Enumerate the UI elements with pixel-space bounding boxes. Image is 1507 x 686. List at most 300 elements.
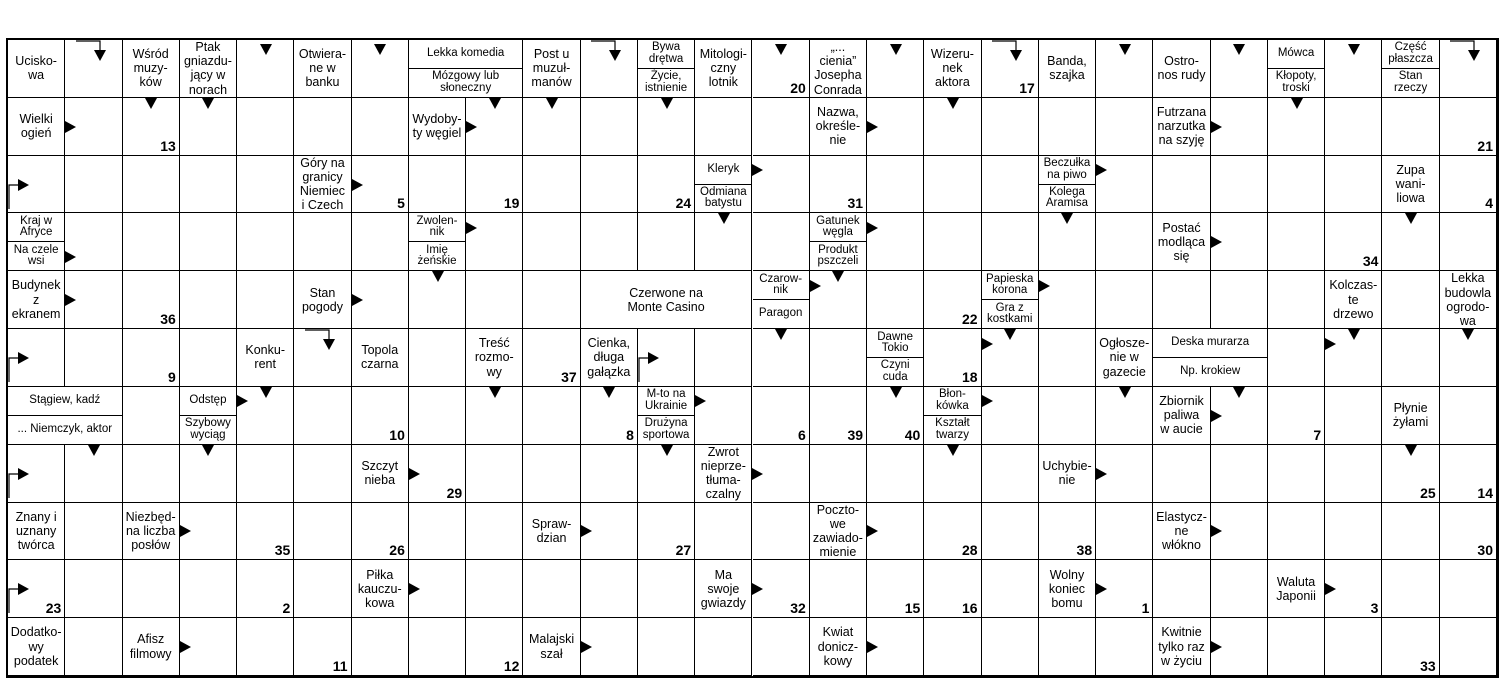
clue-cell [180, 387, 237, 445]
answer-cell[interactable] [1153, 271, 1210, 329]
answer-cell[interactable] [1325, 98, 1382, 156]
answer-cell[interactable] [352, 503, 409, 561]
clue-cell [810, 40, 867, 98]
clue-text: Np. krokiew [1153, 357, 1267, 386]
answer-cell[interactable] [1039, 329, 1096, 387]
answer-cell[interactable] [638, 445, 695, 503]
answer-cell[interactable] [1440, 329, 1497, 387]
clue-cell [409, 98, 466, 156]
answer-cell[interactable] [753, 213, 810, 271]
clue-cell [123, 503, 180, 561]
answer-cell[interactable] [352, 213, 409, 271]
answer-cell[interactable] [638, 503, 695, 561]
answer-cell[interactable] [638, 98, 695, 156]
answer-cell[interactable] [1382, 271, 1439, 329]
clue-cell [924, 40, 981, 98]
solution-number: 34 [1362, 253, 1379, 270]
answer-cell[interactable] [810, 445, 867, 503]
answer-cell[interactable] [1325, 445, 1382, 503]
clue-cell [695, 445, 752, 503]
answer-cell[interactable] [1325, 213, 1382, 271]
answer-cell[interactable] [123, 445, 180, 503]
clue-text: Gra z kostkami [982, 299, 1038, 328]
answer-cell[interactable] [982, 445, 1039, 503]
answer-cell[interactable] [523, 213, 580, 271]
answer-cell[interactable] [982, 40, 1039, 98]
arrow-right-icon [695, 395, 706, 407]
answer-cell[interactable] [294, 503, 351, 561]
clue-text: Wśród muzy- ków [132, 47, 169, 90]
solution-number: 5 [397, 195, 405, 212]
answer-cell[interactable] [523, 560, 580, 618]
answer-cell[interactable] [294, 618, 351, 676]
clue-text: Banda, szajka [1047, 54, 1087, 83]
answer-cell[interactable] [1268, 213, 1325, 271]
answer-cell[interactable] [237, 156, 294, 214]
answer-cell[interactable] [65, 560, 122, 618]
bent-arrow-down-icon [589, 40, 629, 64]
answer-cell[interactable] [466, 618, 523, 676]
answer-cell[interactable] [753, 503, 810, 561]
solution-number: 1 [1141, 600, 1150, 617]
answer-cell[interactable] [237, 213, 294, 271]
clue-text: Czerwone na Monte Casino [627, 285, 705, 314]
answer-cell[interactable] [810, 156, 867, 214]
answer-cell[interactable] [65, 40, 122, 98]
arrow-right-icon [810, 280, 821, 292]
clue-text: Afisz filmowy [129, 632, 172, 661]
answer-cell[interactable] [1096, 618, 1153, 676]
answer-cell[interactable] [867, 387, 924, 445]
answer-cell[interactable] [523, 387, 580, 445]
answer-cell[interactable] [982, 503, 1039, 561]
answer-cell[interactable] [581, 445, 638, 503]
answer-cell[interactable] [180, 560, 237, 618]
arrow-down-icon [1348, 329, 1360, 340]
solution-number: 29 [446, 484, 463, 501]
answer-cell[interactable] [982, 156, 1039, 214]
answer-cell[interactable] [409, 387, 466, 445]
answer-cell[interactable] [1325, 503, 1382, 561]
answer-cell[interactable] [638, 560, 695, 618]
answer-cell[interactable] [753, 98, 810, 156]
answer-cell[interactable] [1153, 560, 1210, 618]
answer-cell[interactable] [867, 560, 924, 618]
clue-text: Błon- kówka [936, 388, 969, 412]
answer-cell[interactable] [924, 445, 981, 503]
answer-cell[interactable] [1096, 98, 1153, 156]
answer-cell[interactable] [1211, 156, 1268, 214]
answer-cell[interactable] [8, 445, 65, 503]
answer-cell[interactable] [753, 40, 810, 98]
answer-cell[interactable] [123, 271, 180, 329]
answer-cell[interactable] [294, 213, 351, 271]
clue-text: Czarow- nik [759, 272, 803, 297]
clue-cell [523, 503, 580, 561]
answer-cell[interactable] [1039, 387, 1096, 445]
clue-cell [8, 98, 65, 156]
answer-cell[interactable] [982, 618, 1039, 676]
answer-cell[interactable] [1382, 503, 1439, 561]
clue-text: Deska murarza [1171, 336, 1250, 349]
clue-cell [581, 271, 753, 329]
answer-cell[interactable] [753, 387, 810, 445]
answer-cell[interactable] [581, 156, 638, 214]
arrow-right-icon [581, 641, 592, 653]
answer-cell[interactable] [65, 503, 122, 561]
clue-text: Spraw- dzian [531, 516, 572, 545]
solution-number: 32 [790, 600, 806, 617]
arrow-right-icon [1096, 164, 1107, 176]
answer-cell[interactable] [1382, 445, 1439, 503]
clue-cell [352, 560, 409, 618]
answer-cell[interactable] [409, 503, 466, 561]
answer-cell[interactable] [581, 560, 638, 618]
answer-cell[interactable] [237, 271, 294, 329]
arrow-right-icon [1325, 583, 1336, 595]
answer-cell[interactable] [466, 560, 523, 618]
bent-arrow-down-icon [303, 329, 343, 353]
answer-cell[interactable] [1382, 98, 1439, 156]
answer-cell[interactable] [237, 98, 294, 156]
clue-text: Futrzana narzutka na szyję [1156, 105, 1207, 148]
clue-cell [1382, 156, 1439, 214]
clue-text: Lekka komedia [426, 47, 505, 60]
answer-cell[interactable] [924, 618, 981, 676]
arrow-right-icon [237, 395, 248, 407]
answer-cell[interactable] [1268, 387, 1325, 445]
answer-cell[interactable] [123, 387, 180, 445]
answer-cell[interactable] [581, 213, 638, 271]
answer-cell[interactable] [867, 156, 924, 214]
clue-cell [1039, 445, 1096, 503]
answer-cell[interactable] [924, 156, 981, 214]
answer-cell[interactable] [867, 40, 924, 98]
clue-cell [294, 271, 351, 329]
arrow-right-icon [352, 294, 363, 306]
answer-cell[interactable] [810, 560, 867, 618]
clue-cell [1268, 40, 1325, 98]
arrow-down-icon [260, 44, 272, 55]
clue-text: Zwolen- nik [416, 214, 458, 239]
answer-cell[interactable] [695, 329, 752, 387]
arrow-down-icon [260, 387, 272, 398]
answer-cell[interactable] [523, 271, 580, 329]
answer-cell[interactable] [180, 445, 237, 503]
answer-cell[interactable] [982, 98, 1039, 156]
clue-text: Cienka, długa gałązka [587, 336, 631, 379]
answer-cell[interactable] [1096, 387, 1153, 445]
clue-text: Stągiew, kadź [29, 394, 101, 407]
answer-cell[interactable] [294, 445, 351, 503]
answer-cell[interactable] [1440, 98, 1497, 156]
answer-cell[interactable] [8, 329, 65, 387]
answer-cell[interactable] [466, 445, 523, 503]
clue-text: Szczyt nieba [361, 459, 399, 488]
answer-cell[interactable] [123, 156, 180, 214]
answer-cell[interactable] [1039, 618, 1096, 676]
answer-cell[interactable] [523, 445, 580, 503]
answer-cell[interactable] [1096, 40, 1153, 98]
bent-arrow-right-icon [8, 344, 34, 384]
arrow-down-icon [1348, 44, 1360, 55]
answer-cell[interactable] [1153, 445, 1210, 503]
answer-cell[interactable] [237, 503, 294, 561]
answer-cell[interactable] [638, 618, 695, 676]
solution-number: 12 [503, 657, 520, 674]
solution-number: 38 [1076, 542, 1093, 559]
answer-cell[interactable] [1325, 156, 1382, 214]
answer-cell[interactable] [638, 156, 695, 214]
answer-cell[interactable] [1153, 156, 1210, 214]
clue-cell [1153, 329, 1268, 387]
answer-cell[interactable] [1440, 213, 1497, 271]
answer-cell[interactable] [352, 618, 409, 676]
clue-text: Elastycz- ne włókno [1156, 509, 1207, 552]
answer-cell[interactable] [581, 387, 638, 445]
answer-cell[interactable] [695, 503, 752, 561]
answer-cell[interactable] [1039, 213, 1096, 271]
answer-cell[interactable] [237, 618, 294, 676]
answer-cell[interactable] [523, 156, 580, 214]
solution-number: 13 [160, 137, 176, 154]
answer-cell[interactable] [294, 98, 351, 156]
solution-number: 20 [790, 79, 806, 96]
arrow-down-icon [947, 98, 959, 109]
answer-cell[interactable] [924, 213, 981, 271]
answer-cell[interactable] [1382, 618, 1439, 676]
answer-cell[interactable] [1325, 387, 1382, 445]
bent-arrow-down-icon [1448, 40, 1488, 64]
clue-cell [1153, 98, 1210, 156]
answer-cell[interactable] [352, 387, 409, 445]
clue-text: Odstęp [189, 394, 227, 407]
answer-cell[interactable] [237, 560, 294, 618]
answer-cell[interactable] [924, 503, 981, 561]
answer-cell[interactable] [867, 271, 924, 329]
answer-cell[interactable] [123, 98, 180, 156]
answer-cell[interactable] [924, 560, 981, 618]
arrow-right-icon [65, 251, 76, 263]
answer-cell[interactable] [294, 329, 351, 387]
arrow-right-icon [1211, 121, 1222, 133]
answer-cell[interactable] [1440, 618, 1497, 676]
clue-text: Wizeru- nek aktora [930, 47, 974, 90]
answer-cell[interactable] [581, 98, 638, 156]
answer-cell[interactable] [1440, 503, 1497, 561]
arrow-down-icon [890, 44, 902, 55]
arrow-right-icon [409, 583, 420, 595]
answer-cell[interactable] [466, 156, 523, 214]
answer-cell[interactable] [1382, 213, 1439, 271]
solution-number: 28 [961, 542, 978, 559]
arrow-right-icon [180, 641, 191, 653]
answer-cell[interactable] [695, 213, 752, 271]
clue-text: ... Niemczyk, aktor [8, 415, 122, 444]
answer-cell[interactable] [352, 98, 409, 156]
answer-cell[interactable] [237, 40, 294, 98]
answer-cell[interactable] [466, 503, 523, 561]
answer-cell[interactable] [810, 387, 867, 445]
answer-cell[interactable] [1096, 271, 1153, 329]
answer-cell[interactable] [695, 618, 752, 676]
clue-text: Dodatko- wy podatek [10, 625, 62, 668]
answer-cell[interactable] [867, 445, 924, 503]
clue-text: Uchybie- nie [1042, 459, 1092, 488]
answer-cell[interactable] [924, 98, 981, 156]
solution-number: 16 [961, 600, 978, 617]
answer-cell[interactable] [1268, 271, 1325, 329]
answer-cell[interactable] [638, 213, 695, 271]
answer-cell[interactable] [1268, 503, 1325, 561]
answer-cell[interactable] [123, 329, 180, 387]
arrow-right-icon [982, 338, 993, 350]
arrow-down-icon [546, 98, 558, 109]
answer-cell[interactable] [1440, 560, 1497, 618]
arrow-right-icon [466, 222, 477, 234]
answer-cell[interactable] [982, 213, 1039, 271]
answer-cell[interactable] [123, 560, 180, 618]
answer-cell[interactable] [1268, 156, 1325, 214]
answer-cell[interactable] [409, 618, 466, 676]
answer-cell[interactable] [1211, 271, 1268, 329]
answer-cell[interactable] [1268, 445, 1325, 503]
answer-cell[interactable] [1039, 98, 1096, 156]
answer-cell[interactable] [1211, 560, 1268, 618]
clue-cell [180, 40, 237, 98]
answer-cell[interactable] [1096, 503, 1153, 561]
bent-arrow-right-icon [8, 171, 34, 211]
clue-text: Papieska korona [986, 272, 1034, 297]
answer-cell[interactable] [352, 40, 409, 98]
clue-text: Nazwa, określe- nie [815, 105, 861, 148]
arrow-down-icon [145, 98, 157, 109]
clue-text: Szybowy wyciąg [180, 415, 236, 444]
clue-text: Ma swoje gwiazdy [700, 567, 746, 610]
answer-cell[interactable] [180, 156, 237, 214]
answer-cell[interactable] [180, 213, 237, 271]
answer-cell[interactable] [1268, 329, 1325, 387]
answer-cell[interactable] [753, 618, 810, 676]
clue-text: Kwiat donicz- kowy [817, 625, 859, 668]
answer-cell[interactable] [294, 387, 351, 445]
answer-cell[interactable] [638, 329, 695, 387]
clue-text: Kłopoty, troski [1268, 68, 1324, 97]
solution-number: 36 [160, 311, 176, 328]
answer-cell[interactable] [924, 329, 981, 387]
clue-cell [581, 329, 638, 387]
answer-cell[interactable] [523, 329, 580, 387]
arrow-down-icon [1233, 387, 1245, 398]
answer-cell[interactable] [1440, 387, 1497, 445]
clue-cell [695, 560, 752, 618]
answer-cell[interactable] [8, 560, 65, 618]
answer-cell[interactable] [180, 271, 237, 329]
answer-cell[interactable] [409, 156, 466, 214]
answer-cell[interactable] [753, 329, 810, 387]
clue-cell [352, 445, 409, 503]
solution-number: 14 [1477, 484, 1493, 501]
answer-cell[interactable] [294, 560, 351, 618]
answer-cell[interactable] [1096, 213, 1153, 271]
answer-cell[interactable] [65, 618, 122, 676]
crossword-grid [6, 38, 1499, 678]
clue-text: Mózgowy lub słoneczny [409, 68, 523, 97]
answer-cell[interactable] [1211, 40, 1268, 98]
answer-cell[interactable] [65, 156, 122, 214]
answer-cell[interactable] [924, 271, 981, 329]
arrow-down-icon [1405, 445, 1417, 456]
answer-cell[interactable] [695, 98, 752, 156]
solution-number: 3 [1370, 600, 1379, 617]
clue-cell [8, 271, 65, 329]
answer-cell[interactable] [523, 98, 580, 156]
answer-cell[interactable] [237, 445, 294, 503]
answer-cell[interactable] [180, 98, 237, 156]
answer-cell[interactable] [180, 329, 237, 387]
answer-cell[interactable] [65, 445, 122, 503]
clue-cell [409, 213, 466, 271]
answer-cell[interactable] [1440, 445, 1497, 503]
answer-cell[interactable] [123, 213, 180, 271]
answer-cell[interactable] [65, 329, 122, 387]
clue-cell [123, 618, 180, 676]
clue-text: Imię żeńskie [409, 241, 465, 270]
clue-text: Ostro- nos rudy [1157, 54, 1206, 83]
arrow-down-icon [1233, 44, 1245, 55]
solution-number: 39 [847, 426, 864, 443]
answer-cell[interactable] [1039, 503, 1096, 561]
answer-cell[interactable] [1325, 618, 1382, 676]
answer-cell[interactable] [982, 560, 1039, 618]
answer-cell[interactable] [1268, 98, 1325, 156]
solution-number: 30 [1477, 542, 1493, 559]
answer-cell[interactable] [466, 387, 523, 445]
answer-cell[interactable] [1440, 156, 1497, 214]
solution-number: 35 [274, 542, 291, 559]
answer-cell[interactable] [810, 329, 867, 387]
arrow-right-icon [352, 179, 363, 191]
answer-cell[interactable] [8, 156, 65, 214]
solution-number: 10 [389, 426, 405, 443]
answer-cell[interactable] [1325, 40, 1382, 98]
arrow-down-icon [1061, 213, 1073, 224]
bent-arrow-right-icon [8, 460, 34, 500]
clue-text: Mówca [1277, 47, 1315, 60]
answer-cell[interactable] [1268, 618, 1325, 676]
clue-cell [1153, 503, 1210, 561]
clue-text: Kolczas- te drzewo [1329, 278, 1378, 321]
arrow-right-icon [1211, 410, 1222, 422]
clue-text: Stan rzeczy [1382, 68, 1438, 97]
arrow-down-icon [1405, 213, 1417, 224]
answer-cell[interactable] [466, 271, 523, 329]
answer-cell[interactable] [1382, 329, 1439, 387]
clue-text: Mitologi- czny lotnik [699, 47, 747, 90]
answer-cell[interactable] [1440, 40, 1497, 98]
answer-cell[interactable] [1211, 445, 1268, 503]
clue-text: Zbiornik paliwa w aucie [1159, 394, 1204, 437]
clue-cell [810, 213, 867, 271]
clue-cell [352, 329, 409, 387]
answer-cell[interactable] [409, 329, 466, 387]
arrow-right-icon [867, 222, 878, 234]
clue-text: Zupa wani- liowa [1395, 162, 1426, 206]
answer-cell[interactable] [1382, 560, 1439, 618]
clue-text: „... cienia” Josepha Conrada [813, 40, 862, 97]
answer-cell[interactable] [581, 40, 638, 98]
answer-cell[interactable] [409, 271, 466, 329]
